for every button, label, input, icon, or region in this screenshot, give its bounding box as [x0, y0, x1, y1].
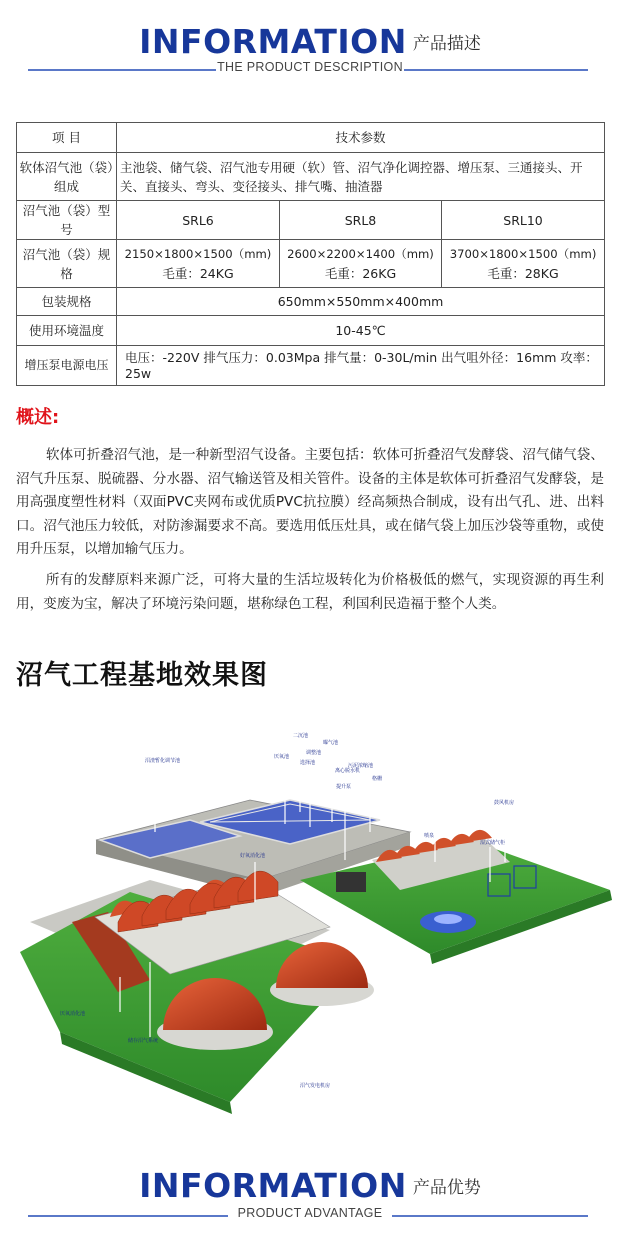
spec-dimension: 2600×2200×1400（mm)	[287, 246, 434, 261]
label-selection-tank: 选择池	[300, 760, 316, 766]
summary-paragraph-1: 软体可折叠沼气池，是一种新型沼气设备。主要包括：软体可折叠沼气发酵袋、沼气储气袋、沼气升压泵、脱硫器、分水器、沼气输送管及相关管件。设备的主体是软体可折叠沼气发酵袋，是用高强度塑性材料（双面PVC夹网布或优质PVC抗拉膜）经高频热合制成，设有出气孔、进、出料口。沼气池压力较低，对防渗漏要求不高。要选用低压灶具，或在储气袋上加压沙袋等重物，或使用升压泵，以增加输气压力。	[16, 447, 604, 557]
label-secondary-tank: 二沉池	[293, 733, 309, 739]
model-cell: SRL10	[442, 201, 605, 240]
header-title-cn: 产品描述	[412, 34, 481, 54]
row-label-temperature: 使用环境温度	[17, 316, 117, 346]
fountain-pool	[420, 911, 476, 933]
row-label-spec: 沼气池（袋）规格	[17, 240, 117, 288]
spec-weight: 毛重：26KG	[324, 265, 397, 281]
label-blower-house: 鼓风机房	[494, 800, 515, 806]
label-grid: 格栅	[372, 776, 383, 782]
column-header-param: 技术参数	[117, 123, 605, 153]
footer-title-cn: 产品优势	[412, 1178, 481, 1198]
separator-machine	[336, 872, 366, 892]
spec-weight: 毛重：24KG	[162, 265, 234, 281]
table-row	[17, 123, 605, 153]
label-adjust-tank: 调整池	[306, 750, 322, 756]
model-cell: SRL8	[280, 201, 442, 240]
spec-cell	[280, 240, 442, 288]
model-cell: SRL6	[117, 201, 280, 240]
table-row	[17, 346, 605, 386]
footer-information	[0, 1166, 620, 1226]
spec-cell	[117, 240, 280, 288]
label-aerobic-digester: 好氧消化池	[240, 853, 266, 859]
label-power-room: 沼气发电机房	[300, 1083, 331, 1089]
label-aeration-tank: 曝气池	[323, 740, 339, 746]
table-row	[17, 201, 605, 240]
label-wet-gasholder: 湿式储气柜	[480, 840, 506, 846]
illustration-title: 沼气工程基地效果图	[16, 660, 268, 691]
column-header-item: 项 目	[17, 123, 117, 153]
spec-cell	[442, 240, 605, 288]
label-lift-pump: 提升泵	[336, 784, 352, 790]
summary-paragraph-2: 所有的发酵原料来源广泛，可将大量的生活垃圾转化为价格极低的燃气，实现资源的再生利用，变废为宝，解决了环境污染问题，堪称绿色工程，利国利民造福于整个人类。	[16, 572, 604, 612]
row-label-model: 沼气池（袋）型号	[17, 201, 117, 240]
spec-weight: 毛重：28KG	[487, 265, 559, 281]
table-row	[17, 240, 605, 288]
row-label-pump: 增压泵电源电压	[17, 346, 117, 386]
spec-dimension: 2150×1800×1500（mm)	[124, 246, 272, 261]
spec-table	[16, 122, 605, 386]
label-sludge-tank: 沼渣暂化调节池	[145, 758, 181, 764]
summary-title: 概述:	[16, 407, 60, 428]
label-anaerobic-digester: 厌氧消化池	[60, 1011, 86, 1017]
row-value-pump: 电压：-220V 排气压力：0.03Mpa 排气量：0-30L/min 出气咀外径：16mm 攻率：25w	[117, 346, 605, 386]
label-centrifuge: 离心脱水机	[335, 768, 361, 774]
label-fountain: 喷泉	[424, 833, 435, 839]
spec-dimension: 3700×1800×1500（mm)	[449, 246, 597, 261]
label-sludge-thickener: 污泥浓缩池	[348, 763, 374, 769]
biogas-plant-illustration	[0, 712, 620, 1152]
label-anaerobic-tank: 厌氧池	[274, 754, 290, 760]
row-value-temperature: 10-45℃	[117, 316, 605, 346]
footer-title-en: INFORMATION	[139, 1166, 407, 1205]
row-value-composition: 主池袋、储气袋、沼气池专用硬（软）管、沼气净化调控器、增压泵、三通接头、开关、直接头、弯头、变径接头、排气嘴、抽渣器	[117, 153, 605, 201]
footer-subtitle: PRODUCT ADVANTAGE	[237, 1206, 383, 1220]
table-row	[17, 316, 605, 346]
row-label-composition: 软体沼气池（袋）组成	[17, 153, 117, 201]
row-value-packing: 650mm×550mm×400mm	[117, 288, 605, 316]
header-subtitle: THE PRODUCT DESCRIPTION	[217, 60, 403, 74]
row-label-packing: 包装规格	[17, 288, 117, 316]
header-information	[0, 22, 620, 82]
header-title-en: INFORMATION	[139, 22, 407, 61]
label-gas-storage: 储存沼气系统	[128, 1038, 159, 1044]
table-row	[17, 288, 605, 316]
table-row	[17, 153, 605, 201]
